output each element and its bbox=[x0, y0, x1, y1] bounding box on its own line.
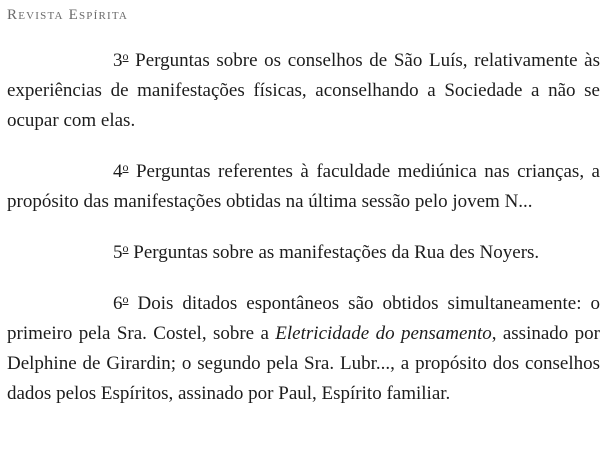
running-title: Revista Espírita bbox=[7, 7, 129, 23]
item-text: Perguntas sobre as manifestações da Rua des Noyers. bbox=[133, 242, 540, 263]
item-paragraph-4 bbox=[7, 157, 600, 217]
item-number: 6$^o$ bbox=[113, 292, 129, 314]
item-text: Perguntas referentes à faculdade mediúnica nas crianças, a propósito das manifestações obtidas na última sessão pelo jovem N... bbox=[7, 161, 600, 212]
item-number: 5$^o$ bbox=[113, 241, 129, 263]
item-paragraph-6 bbox=[7, 289, 600, 409]
item-text-after: , assinado por Delphine de Girardin; o segundo pela Sra. Lubr..., a propósito dos conselhos dados pelos Espíritos, assinado por Paul, Espírito familiar. bbox=[7, 323, 600, 404]
item-text: Perguntas sobre os conselhos de São Luís, relativamente às experiências de manifestações físicas, aconselhando a Sociedade a não se ocupar com elas. bbox=[7, 50, 600, 131]
item-paragraph-3 bbox=[7, 46, 600, 136]
item-number: 4$^o$ bbox=[113, 160, 129, 182]
item-paragraph-5 bbox=[7, 238, 600, 268]
item-text-before: Dois ditados espontâneos são obtidos simultaneamente: o primeiro pela Sra. Costel, sobre a bbox=[7, 293, 601, 344]
item-italic-title: Eletricidade do pensamento bbox=[275, 323, 492, 344]
item-number: 3$^o$ bbox=[113, 49, 129, 71]
page-body bbox=[7, 46, 600, 430]
